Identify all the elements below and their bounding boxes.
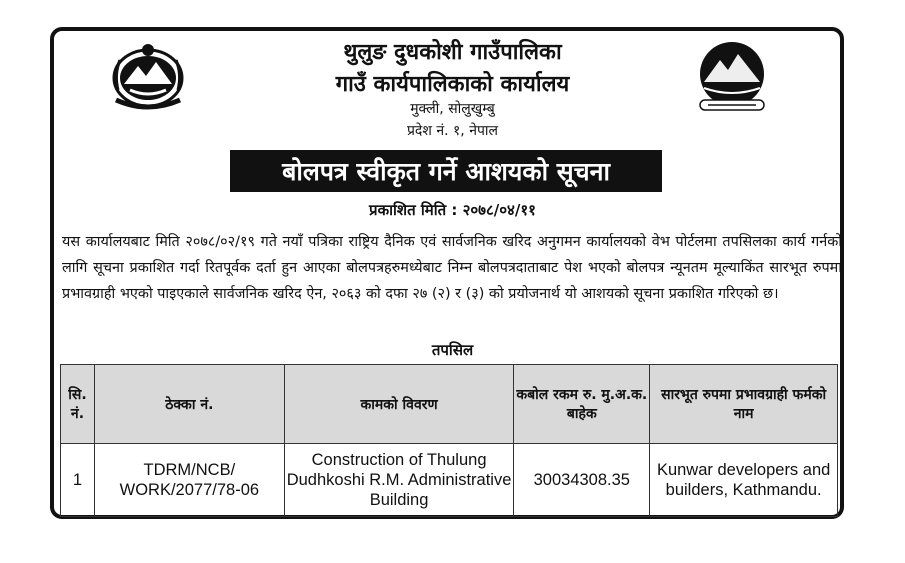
cell-bid-amount: 30034308.35 [514, 444, 650, 517]
notice-title: बोलपत्र स्वीकृत गर्ने आशयको सूचना [230, 150, 662, 192]
cell-work-description: Construction of Thulung Dudhkoshi R.M. Administrative Building [284, 444, 514, 517]
cell-serial: 1 [61, 444, 95, 517]
notice-body: यस कार्यालयबाट मिति २०७८/०२/१९ गते नयाँ पत्रिका राष्ट्रिय दैनिक एवं सार्वजनिक खरिद अनुगमन कार्यालयको वेभ पोर्टलमा तपसिलका कार्य गर्नको लागि सूचना प्रकाशित गर्दा रितपूर्वक दर्ता हुन आएका बोलपत्रहरुमध्येबाट निम्न बोलपत्रदाताबाट पेश भएको बोलपत्र न्यूनतम मूल्याकिंत सारभूत रुपमा प्रभावग्राही भएको पाइएकाले सार्वजनिक खरिद ऐन, २०६३ को दफा २७ (२) र (३) को प्रयोजनार्थ यो आशयको सूचना प्रकाशित गरिएको छ। [62, 234, 842, 302]
col-header-bid-amount: कबोल रकम रु. मु.अ.क. बाहेक [514, 365, 650, 444]
cell-firm-name: Kunwar developers and builders, Kathmandu. [650, 444, 838, 517]
office-name: गाउँ कार्यपालिकाको कार्यालय [335, 72, 570, 97]
cell-contract-no: TDRM/NCB/ WORK/2077/78-06 [94, 444, 284, 517]
address-line-1: मुक्ली, सोलुखुम्बु [410, 101, 495, 117]
col-header-contract-no: ठेक्का नं. [94, 365, 284, 444]
award-table [60, 364, 838, 517]
published-date: प्रकाशित मिति : २०७८/०४/११ [369, 201, 536, 219]
address-line-2: प्रदेश नं. १, नेपाल [406, 123, 499, 139]
table-heading: तपसिल [431, 341, 474, 359]
table-header-row [61, 365, 838, 444]
col-header-serial: सि. नं. [61, 365, 95, 444]
col-header-work-description: कामको विवरण [284, 365, 514, 444]
municipality-name: थुलुङ दुधकोशी गाउँपालिका [343, 40, 562, 65]
table-row [61, 444, 838, 517]
col-header-firm-name: सारभूत रुपमा प्रभावग्राही फर्मको नाम [650, 365, 838, 444]
